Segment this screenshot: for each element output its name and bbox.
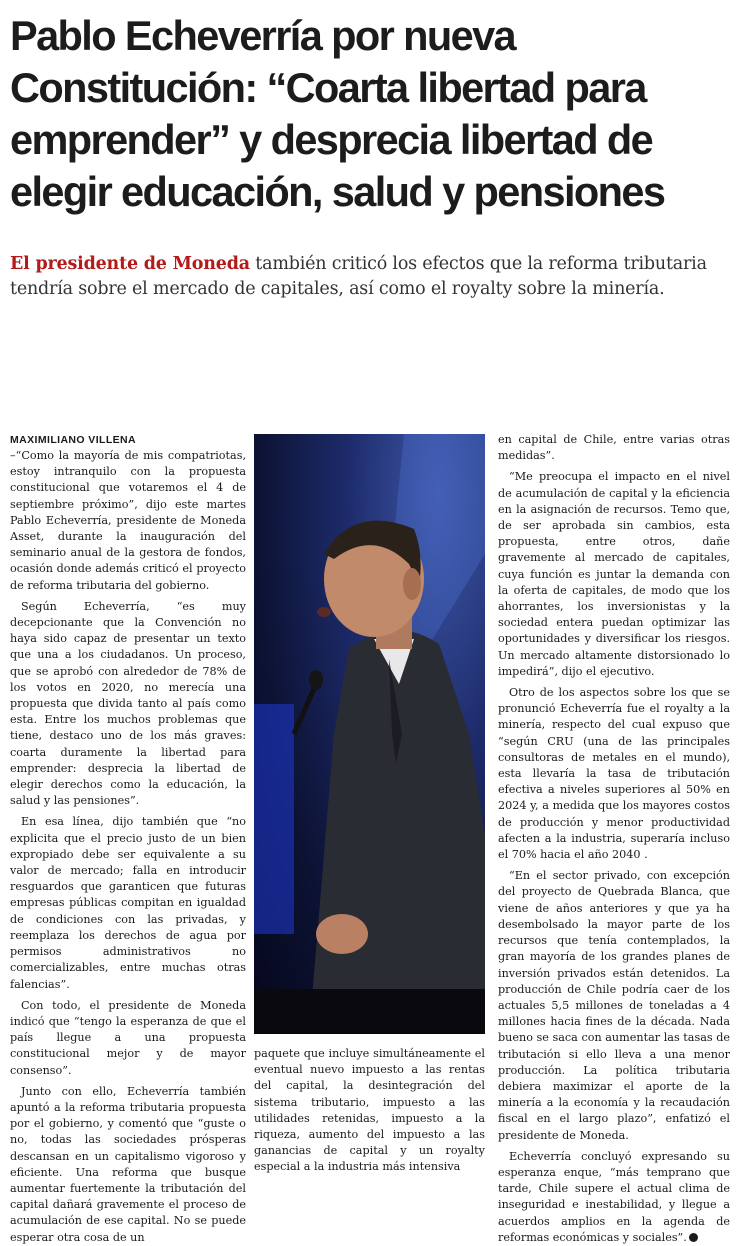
headline <box>10 10 728 218</box>
paragraph: en capital de Chile, entre varias otras medidas”. <box>498 433 730 463</box>
paragraph: “Me preocupa el impacto en el nivel de acumulación de capital y la eficiencia en la asignación de recursos. Temo que, de ser aprobada sin cambios, esta propuesta, entre otros, dañe gravemente al mercado de capitales, cuya función es juntar la demanda con la oferta de capitales, de modo que los ahorrantes, los inversionistas y la sociedad entera puedan optimizar las oportunidades y diversificar los riesgos. Un mercado altamente distorsionado lo impedirá”, dijo el ejecutivo. <box>498 470 730 678</box>
headline-line: emprender” y desprecia libertad de <box>10 116 653 163</box>
paragraph: –“Como la mayoría de mis compatriotas, estoy intranquilo con la propuesta constitucional que votaremos el 4 de septiembre próximo”, dijo este martes Pablo Echeverría, presidente de Moneda Asset, durante la inauguración del seminario anual de la gestora de fondos, ocasión donde además criticó el proyecto de reforma tributaria del gobierno. <box>10 449 246 592</box>
byline: MAXIMILIANO VILLENA <box>10 434 137 446</box>
paragraph: Junto con ello, Echeverría también apuntó a la reforma tributaria propuesta por el gobierno, y comentó que “guste o no, todas las sociedades prósperas descansan en un capitalismo vigoroso y eficiente. Una reforma que busque aumentar fuertemente la tributación del capital dañará gravemente el proceso de acumulación de ese capital. No se puede esperar otra cosa de un <box>10 1084 246 1244</box>
headline-line: Constitución: “Coarta libertad para <box>10 64 646 111</box>
paragraph-last <box>498 1149 730 1246</box>
paragraph: Otro de los aspectos sobre los que se pronunció Echeverría fue el royalty a la minería, respecto del cual expuso que “según CRU (una de las principales consultoras de metales en el mundo), esta llevaría la tasa de tributación efectiva a niveles superiores al 50% en 2024 y, a medida que los mayores costos de producción y menor productividad afecten a la industria, superaría incluso el 70% hacia el año 2040 . <box>498 686 730 862</box>
article-column-1 <box>10 448 246 1244</box>
deck <box>10 252 730 302</box>
headline-line: elegir educación, salud y pensiones <box>10 168 665 215</box>
speaker-photo <box>254 434 485 1034</box>
deck-text: también criticó los efectos que la reforma tributaria tendría sobre el mercado de capitales, así como el royalty sobre la minería. <box>10 254 707 299</box>
paragraph: paquete que incluye simultáneamente el eventual nuevo impuesto a las rentas del capital, la desintegración del sistema tributario, impuesto a las utilidades retenidas, impuesto a la riqueza, aumento del impuesto a las ganancias de capital y un royalty especial a la industria más intensiva <box>254 1047 485 1174</box>
deck-lead: El presidente de Moneda <box>10 254 250 274</box>
paragraph: Con todo, el presidente de Moneda indicó que “tengo la esperanza de que el país llegue a una propuesta constitucional mejor y de mayor consenso”. <box>10 998 246 1077</box>
article-column-3 <box>498 432 730 1244</box>
headline-line: Pablo Echeverría por nueva <box>10 12 516 59</box>
speaker-illustration <box>254 434 485 1034</box>
paragraph: “En el sector privado, con excepción del proyecto de Quebrada Blanca, que viene de años anteriores y que ya ha desembolsado la mayor parte de los recursos que tenía contemplados, la gran mayoría de los grandes planes de inversión privados están detenidos. La producción de Chile podría caer de los actuales 5,5 millones de toneladas a 4 millones hacia fines de la década. Nada bueno se saca con aumentar las tasas de tributación si ello lleva a una menor producción. La política tributaria debiera maximizar el aporte de la minería a la economía y la recaudación fiscal en el largo plazo”, enfatizó el presidente de Moneda. <box>498 869 730 1142</box>
end-of-article-icon <box>689 1233 698 1242</box>
paragraph: En esa línea, dijo también que “no explicita que el precio justo de un bien expropiado debe ser equivalente a su valor de mercado; falla en introducir resguardos que garanticen que futuras empresas públicas compitan en igualdad de condiciones con las privadas, y reemplaza los derechos de agua por permisos administrativos no comercializables, entre muchas otras falencias”. <box>10 815 246 991</box>
article-column-2 <box>254 1046 485 1174</box>
paragraph-text: Echeverría concluyó expresando su esperanza enque, “más temprano que tarde, Chile supere el actual clima de inseguridad e inestabilidad, y llegue a acuerdos amplios en la agenda de reformas económicas y sociales”. <box>498 1149 730 1244</box>
paragraph: Según Echeverría, “es muy decepcionante que la Convención no haya sido capaz de presentar un texto que una a los ciudadanos. Un proceso, que se aprobó con alrededor de 78% de los votos en 2020, no merecía una propuesta que divida tanto al país como esta. Entre los muchos problemas que tiene, destaco uno de los más graves: coarta duramente la libertad para emprender: desprecia la libertad de elegir derechos como la educación, la salud y las pensiones”. <box>10 599 246 808</box>
